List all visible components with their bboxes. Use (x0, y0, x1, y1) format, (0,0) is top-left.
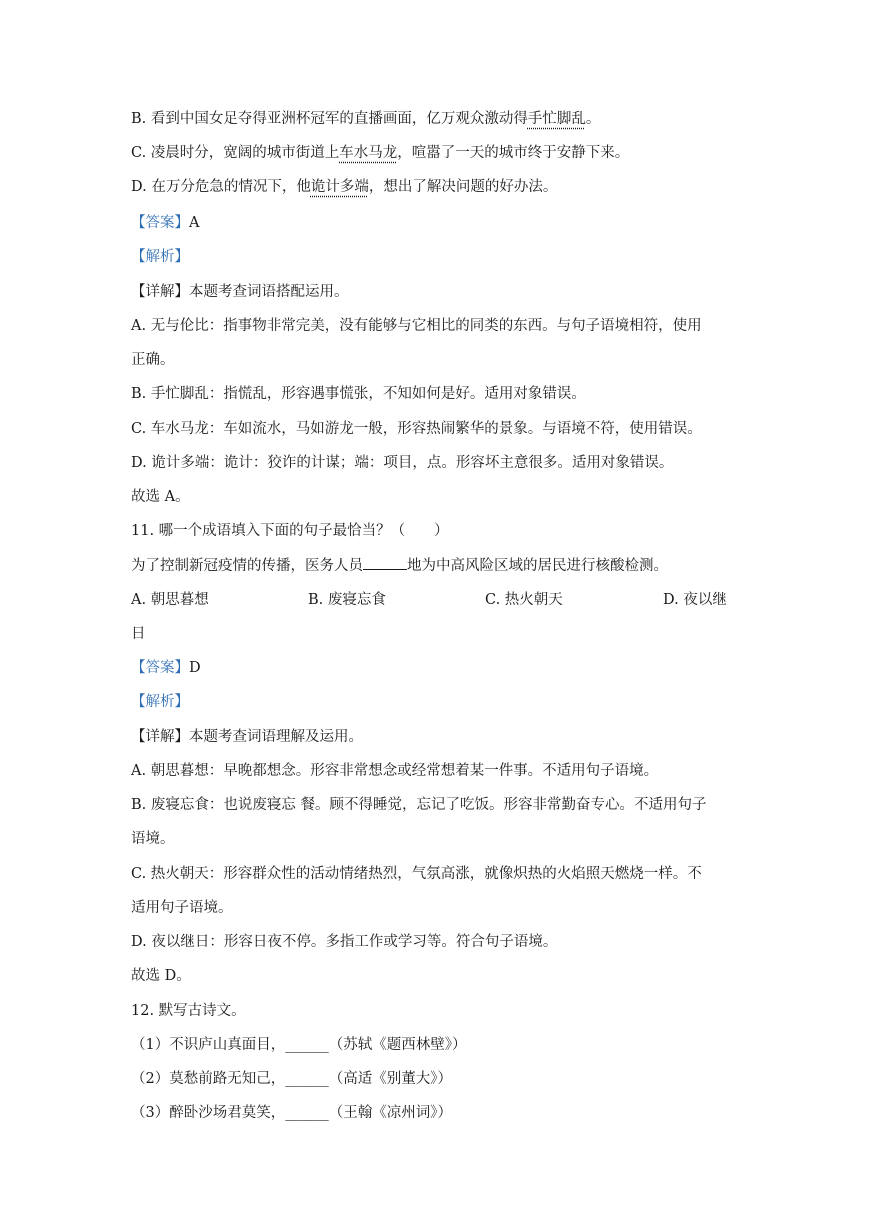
q12-question: 12. 默写古诗文。 (131, 1003, 246, 1019)
q12-item-2-blank: ______ (285, 1071, 329, 1087)
q10-explanation-a-cont: 正确。 (131, 352, 175, 368)
answer-value: D (189, 660, 201, 676)
q10-option-c-text: C. 凌晨时分，宽阔的城市街道上 (131, 145, 340, 161)
q11-sentence-start: 为了控制新冠疫情的传播，医务人员 (131, 558, 363, 574)
analysis-tag: 【解析】 (131, 249, 189, 265)
q10-option-b (131, 109, 829, 129)
detail-text: 本题考查词语搭配运用。 (189, 284, 349, 300)
q10-option-d-end: ，想出了解决问题的好办法。 (368, 179, 558, 195)
q11-option-b: B. 废寝忘食 (308, 592, 386, 608)
q11-sentence-end: 地为中高风险区域的居民进行核酸检测。 (407, 558, 668, 574)
q12-item-3 (131, 1103, 829, 1123)
q10-option-d (131, 177, 829, 197)
q10-explanation-c: C. 车水马龙：车如流水，马如游龙一般，形容热闹繁华的景象。与语境不符，使用错误。 (131, 421, 702, 437)
q12-item-1 (131, 1035, 829, 1055)
detail-text: 本题考查词语理解及运用。 (189, 729, 363, 745)
q10-explanation-a: A. 无与伦比：指事物非常完美，没有能够与它相比的同类的东西。与句子语境相符，使用 (131, 318, 702, 334)
q11-explanation-b-cont: 语境。 (131, 831, 175, 847)
q11-explanation-d: D. 夜以继日：形容日夜不停。多指工作或学习等。符合句子语境。 (131, 934, 558, 950)
q10-choice: 故选 A。 (131, 489, 190, 505)
answer-value: A (189, 215, 200, 231)
q11-option-d: D. 夜以继 (663, 592, 727, 608)
q10-answer (131, 213, 829, 233)
q12-item-3-line: （3）醉卧沙场君莫笑， (131, 1105, 286, 1121)
q11-explanation-b: B. 废寝忘食：也说废寝忘 餐。顾不得睡觉，忘记了吃饭。形容非常勤奋专心。不适用句子 (131, 797, 707, 813)
answer-tag: 【答案】 (131, 660, 189, 676)
q11-option-d-cont: 日 (131, 626, 146, 642)
q12-item-1-line: （1）不识庐山真面目， (131, 1037, 286, 1053)
q10-option-c-end: ，喧嚣了一天的城市终于安静下来。 (397, 145, 630, 161)
q11-option-c: C. 热火朝天 (485, 592, 563, 608)
q10-detail (131, 282, 829, 302)
q11-choice: 故选 D。 (131, 968, 191, 984)
q10-explanation-b: B. 手忙脚乱：指慌乱，形容遇事慌张，不知如何是好。适用对象错误。 (131, 386, 586, 402)
detail-tag: 【详解】 (131, 284, 189, 300)
q11-explanation-a: A. 朝思暮想：早晚都想念。形容非常想念或经常想着某一件事。不适用句子语境。 (131, 763, 659, 779)
q12-item-3-source: （王翰《凉州词》） (328, 1105, 452, 1121)
q10-option-c-idiom: 车水马龙 (339, 145, 398, 161)
q11-blank (363, 555, 407, 570)
q12-item-2 (131, 1069, 829, 1089)
q10-option-c (131, 143, 829, 163)
q11-sentence (131, 555, 829, 576)
q10-option-b-idiom: 手忙脚乱 (527, 111, 586, 127)
analysis-tag: 【解析】 (131, 694, 189, 710)
q10-option-d-idiom: 诡计多端 (310, 179, 369, 195)
q11-explanation-c-cont: 适用句子语境。 (131, 900, 233, 916)
q10-option-b-end: 。 (585, 111, 601, 127)
q12-item-2-source: （高适《别董大》） (328, 1071, 452, 1087)
q11-detail (131, 727, 829, 747)
q11-explanation-c: C. 热火朝天：形容群众性的活动情绪热烈，气氛高涨，就像炽热的火焰照天燃烧一样。不 (131, 866, 702, 882)
q12-item-1-source: （苏轼《题西林壁》） (328, 1037, 467, 1053)
answer-tag: 【答案】 (131, 215, 189, 231)
q10-explanation-d: D. 诡计多端：诡计：狡诈的计谋；端：项目，点。形容坏主意很多。适用对象错误。 (131, 455, 674, 471)
q10-option-b-text: B. 看到中国女足夺得亚洲杯冠军的直播画面，亿万观众激动得 (131, 111, 528, 127)
q11-answer (131, 658, 829, 678)
q12-item-1-blank: ______ (285, 1037, 329, 1053)
q10-analysis (131, 247, 829, 267)
detail-tag: 【详解】 (131, 729, 189, 745)
q12-item-2-line: （2）莫愁前路无知己， (131, 1071, 286, 1087)
q10-option-d-text: D. 在万分危急的情况下，他 (131, 179, 311, 195)
q11-question: 11. 哪一个成语填入下面的句子最恰当？（ ） (131, 523, 449, 539)
q11-option-a: A. 朝思暮想 (131, 592, 209, 608)
q12-item-3-blank: ______ (285, 1105, 329, 1121)
q11-analysis (131, 692, 829, 712)
